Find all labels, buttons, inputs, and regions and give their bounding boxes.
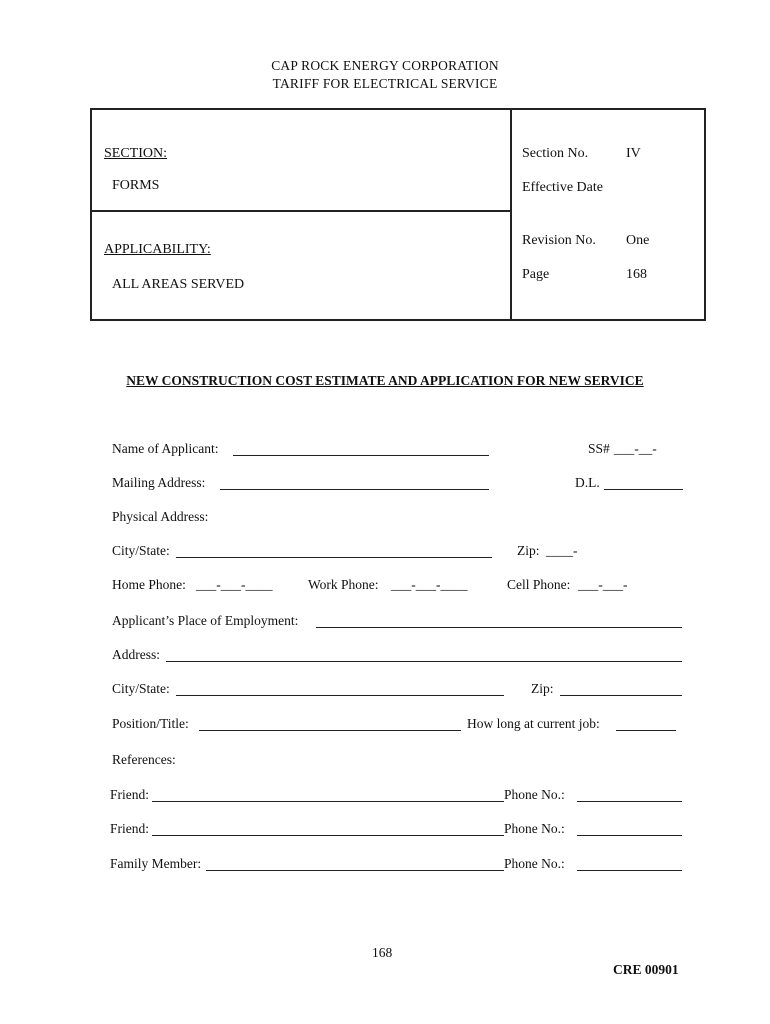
- dl-field[interactable]: [604, 489, 683, 490]
- friend-2-label: Friend:: [110, 821, 149, 836]
- work-phone-label: Work Phone:: [308, 577, 379, 592]
- position-title-field[interactable]: [199, 730, 461, 731]
- effective-date-label: Effective Date: [522, 180, 603, 195]
- footer-doc-code: CRE 00901: [613, 962, 679, 977]
- phone-1-label: Phone No.:: [504, 787, 565, 802]
- phone-3-label: Phone No.:: [504, 856, 565, 871]
- mailing-address-field[interactable]: [220, 489, 489, 490]
- tariff-title: TARIFF FOR ELECTRICAL SERVICE: [272, 76, 498, 91]
- cell-phone-field[interactable]: ___-___-: [578, 577, 628, 592]
- applicability-value: ALL AREAS SERVED: [112, 277, 245, 292]
- family-member-label: Family Member:: [110, 856, 202, 871]
- employer-address-label: Address:: [112, 647, 160, 662]
- name-field[interactable]: [233, 455, 489, 456]
- phone-2-label: Phone No.:: [504, 821, 565, 836]
- section-no-label: Section No.: [522, 146, 589, 161]
- section-value: FORMS: [112, 178, 160, 193]
- ss-field[interactable]: ___-__-: [614, 441, 657, 456]
- how-long-field[interactable]: [616, 730, 676, 731]
- section-label: SECTION:: [104, 146, 167, 161]
- home-phone-label: Home Phone:: [112, 577, 186, 592]
- friend-1-label: Friend:: [110, 787, 149, 802]
- physical-address-label: Physical Address:: [112, 509, 209, 524]
- info-box: [90, 108, 706, 321]
- employment-field[interactable]: [316, 627, 682, 628]
- cell-phone-label: Cell Phone:: [507, 577, 571, 592]
- references-label: References:: [112, 752, 176, 767]
- company-name: CAP ROCK ENERGY CORPORATION: [271, 58, 499, 73]
- city-state-label: City/State:: [112, 543, 170, 558]
- ss-label: SS#: [588, 441, 610, 456]
- employer-zip-label: Zip:: [531, 681, 554, 696]
- employer-address-field[interactable]: [166, 661, 682, 662]
- friend-1-field[interactable]: [152, 801, 504, 802]
- dl-label: D.L.: [575, 475, 600, 490]
- employer-city-state-label: City/State:: [112, 681, 170, 696]
- info-box-divider-vertical: [510, 110, 512, 319]
- revision-no-label: Revision No.: [522, 233, 596, 248]
- page-label: Page: [522, 267, 550, 282]
- footer-page-number: 168: [372, 945, 393, 960]
- zip-label: Zip:: [517, 543, 540, 558]
- home-phone-field[interactable]: ___-___-____: [196, 577, 273, 592]
- revision-no-value: One: [626, 233, 650, 248]
- form-title: NEW CONSTRUCTION COST ESTIMATE AND APPLICATION FOR NEW SERVICE: [126, 373, 644, 388]
- mailing-address-label: Mailing Address:: [112, 475, 206, 490]
- employment-label: Applicant’s Place of Employment:: [112, 613, 299, 628]
- page-value: 168: [626, 267, 647, 282]
- work-phone-field[interactable]: ___-___-____: [391, 577, 468, 592]
- friend-2-field[interactable]: [152, 835, 504, 836]
- phone-1-field[interactable]: [577, 801, 682, 802]
- info-box-divider-horizontal: [92, 210, 511, 212]
- employer-zip-field[interactable]: [560, 695, 682, 696]
- zip-field[interactable]: ____-: [546, 543, 578, 558]
- family-member-field[interactable]: [206, 870, 504, 871]
- phone-2-field[interactable]: [577, 835, 682, 836]
- section-no-value: IV: [626, 146, 641, 161]
- phone-3-field[interactable]: [577, 870, 682, 871]
- employer-city-state-field[interactable]: [176, 695, 504, 696]
- position-title-label: Position/Title:: [112, 716, 189, 731]
- name-label: Name of Applicant:: [112, 441, 219, 456]
- city-state-field[interactable]: [176, 557, 492, 558]
- how-long-label: How long at current job:: [467, 716, 600, 731]
- applicability-label: APPLICABILITY:: [104, 242, 211, 257]
